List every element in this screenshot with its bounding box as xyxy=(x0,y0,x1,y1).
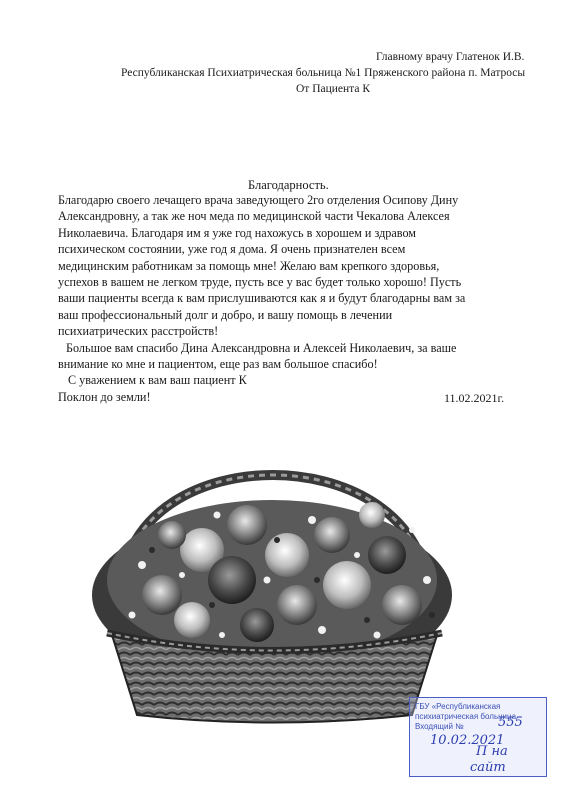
body-line: Благодарю своего лечащего врача заведующего 2го отделения Осипову Дину xyxy=(58,193,459,207)
stamp-date: 10.02.2021 xyxy=(430,733,505,748)
body-line: Поклон до земли! xyxy=(58,389,151,404)
sender-line: От Пациента К xyxy=(296,83,370,95)
hospital-line: Республиканская Психиатрическая больница №1 Пряженского района п. Матросы xyxy=(121,67,526,79)
stamp-note-2: сайт xyxy=(470,760,506,775)
body-line: Большое вам спасибо Дина Александровна и Алексей Николаевич, за ваше xyxy=(66,340,457,355)
body-line: психическом состоянии, уже год я дома. Я очень признателен всем xyxy=(58,242,406,257)
stamp-note: П на xyxy=(476,744,508,759)
body-line: С уважением к вам ваш пациент К xyxy=(68,373,247,388)
stamp-number: 555 xyxy=(498,715,523,730)
stamp-line: ГБУ «Республиканская xyxy=(415,702,501,711)
stamp-line: Входящий № xyxy=(415,722,464,731)
body-line: успехов в вашем не легком труде, пусть все у вас будет только хорошо! Пусть xyxy=(58,275,462,290)
letter-body xyxy=(58,192,518,405)
body-line: психиатрических расстройств! xyxy=(58,324,219,339)
body-line: внимание ко мне и пациентом, еще раз вам большое спасибо! xyxy=(58,357,378,372)
body-line: Николаевича. Благодаря им я уже год нахожусь в хорошем и здравом xyxy=(58,225,417,240)
body-line: Александровну, а так же ноч меда по медицинской части Чекалова Алексея xyxy=(58,209,450,224)
flower-basket-image xyxy=(82,430,462,730)
stamp-line: психиатрическая больница xyxy=(415,712,517,721)
body-line: медицинским работникам за помощь мне! Желаю вам крепкого здоровья, xyxy=(58,258,440,273)
letter-date: 11.02.2021г. xyxy=(444,391,505,405)
recipient-line: Главному врачу Глатенок И.В. xyxy=(376,51,525,63)
body-line: ваши пациенты всегда к вам прислушиваются как я и будут благодарны вам за xyxy=(58,291,466,306)
letter-title: Благодарность. xyxy=(248,178,329,192)
body-line: ваш профессиональный долг и добро, и вашу помощь в лечении xyxy=(58,307,393,322)
